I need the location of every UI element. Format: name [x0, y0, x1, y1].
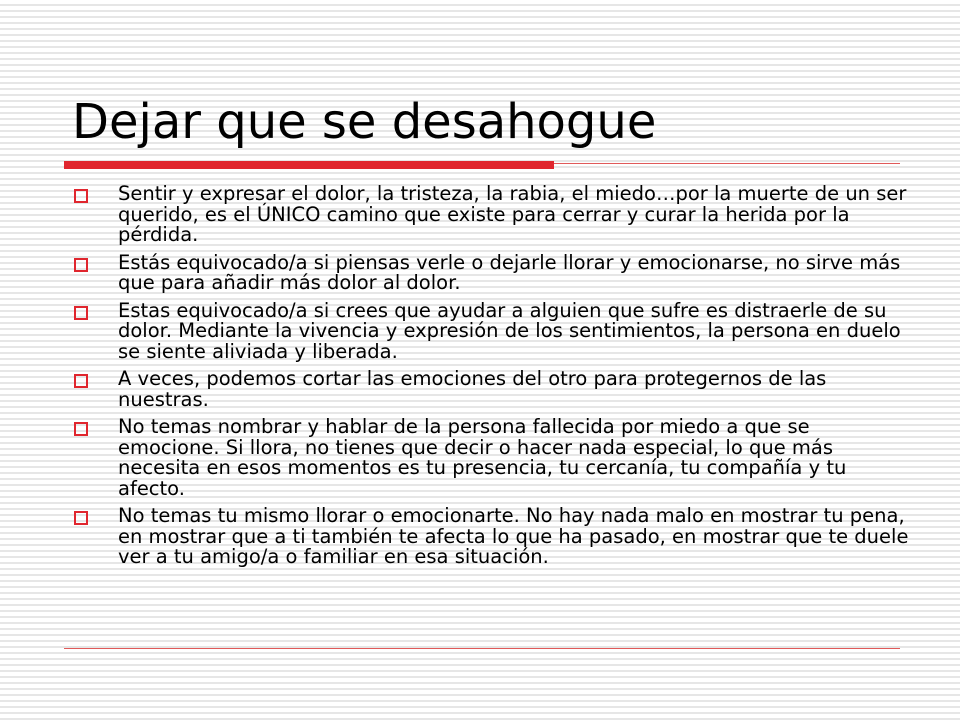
bullet-text: Estas equivocado/a si crees que ayudar a alguien que sufre es distraerle de su dolor. Mediante la vivencia y expresión de los sentimientos, la persona en duelo se siente aliviada y liberada. — [118, 298, 901, 363]
list-item — [70, 184, 910, 246]
hollow-square-icon — [74, 422, 88, 436]
list-item — [70, 369, 910, 410]
hollow-square-icon — [74, 374, 88, 388]
footer-divider-line — [64, 648, 900, 649]
bullet-text: Sentir y expresar el dolor, la tristeza, la rabia, el miedo…por la muerte de un ser querido, es el ÚNICO camino que existe para cerrar y curar la herida por la pérdida. — [118, 182, 907, 246]
list-item — [70, 298, 910, 363]
list-item — [70, 250, 910, 294]
list-item — [70, 506, 910, 568]
hollow-square-icon — [74, 511, 88, 525]
hollow-square-icon — [74, 189, 88, 203]
bullet-text: No temas tu mismo llorar o emocionarte. No hay nada malo en mostrar tu pena, en mostrar que a ti también te afecta lo que ha pasado, en mostrar que te duele ver a tu amigo/a o familiar en esa situación. — [118, 504, 909, 568]
bullet-text: A veces, podemos cortar las emociones del otro para protegernos de las nuestras. — [118, 367, 827, 411]
slide-title: Dejar que se desahogue — [72, 94, 657, 150]
bullet-text: No temas nombrar y hablar de la persona fallecida por miedo a que se emocione. Si llora, no tienes que decir o hacer nada especial, lo que más necesita en esos momentos es tu presencia, tu cercanía, tu compañía y tu afecto. — [118, 415, 847, 500]
bullet-list — [70, 184, 910, 575]
bullet-text: Estás equivocado/a si piensas verle o dejarle llorar y emocionarse, no sirve más que para añadir más dolor al dolor. — [118, 250, 901, 294]
list-item — [70, 417, 910, 499]
hollow-square-icon — [74, 258, 88, 272]
hollow-square-icon — [74, 306, 88, 320]
title-accent-bar — [64, 161, 554, 169]
